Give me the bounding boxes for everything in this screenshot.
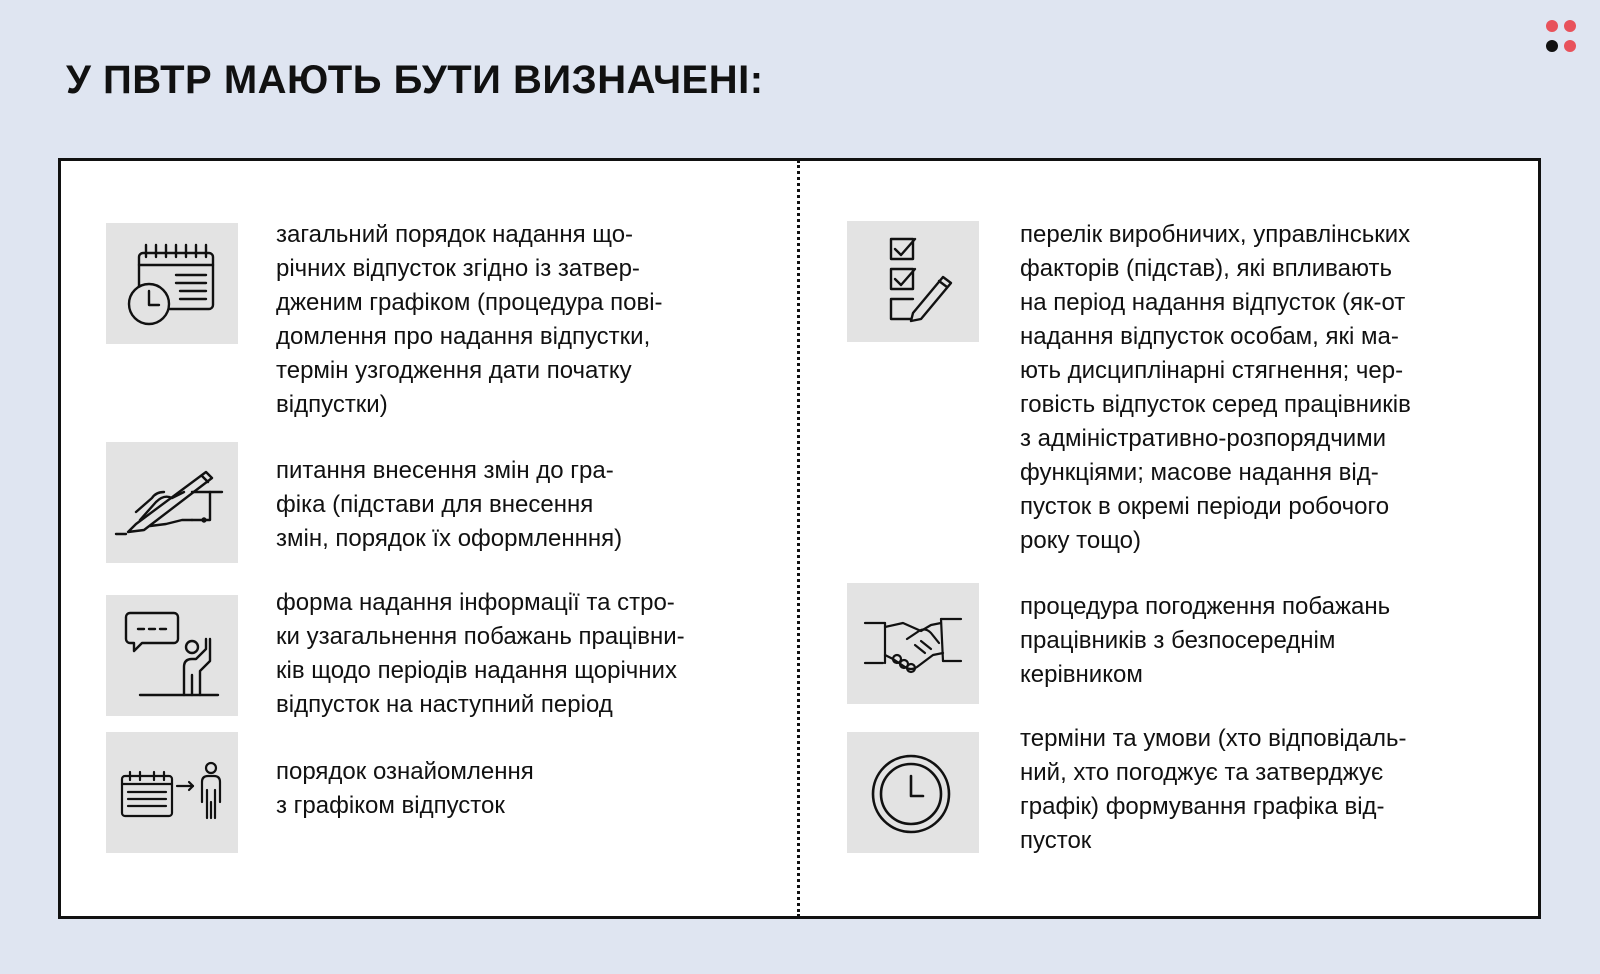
logo-dot xyxy=(1546,40,1558,52)
item-text: загальний порядок надання що- річних відпусток згідно із затвер- дженим графіком (процедура пові- домлення про надання відпустки, термін узгодження дати початку відпустки) xyxy=(276,221,663,418)
person-speech-bubble-icon xyxy=(106,595,238,716)
brand-logo-dots xyxy=(1546,20,1580,54)
logo-dot xyxy=(1564,40,1576,52)
item-text: процедура погодження побажань працівників з безпосереднім керівником xyxy=(1020,593,1391,688)
clock-icon xyxy=(847,732,979,853)
checklist-pencil-icon xyxy=(847,221,979,342)
item-text: перелік виробничих, управлінських факторів (підстав), які впливають на період надання відпусток (як-от надання відпусток особам, які ма- ють дисциплінарні стягнення; чер- говість відпусток серед працівників з адміністративно-розпорядчими функціями; масове надання від- пусток в окремі періоди робочого року тощо) xyxy=(1020,221,1411,554)
logo-dot xyxy=(1564,20,1576,32)
calendar-to-person-icon xyxy=(106,732,238,853)
page-title: У ПВТР МАЮТЬ БУТИ ВИЗНАЧЕНІ: xyxy=(66,58,764,102)
column-divider xyxy=(797,160,800,917)
hand-writing-pen-icon xyxy=(106,442,238,563)
item-text: питання внесення змін до гра- фіка (підстави для внесення змін, порядок їх оформленння) xyxy=(276,457,623,552)
logo-dot xyxy=(1546,20,1558,32)
item-text: терміни та умови (хто відповідаль- ний, хто погоджує та затверджує графік) формування графіка від- пусток xyxy=(1020,725,1407,854)
calendar-clock-icon xyxy=(106,223,238,344)
handshake-icon xyxy=(847,583,979,704)
item-text: порядок ознайомлення з графіком відпусток xyxy=(276,758,534,819)
item-text: форма надання інформації та стро- ки узагальнення побажань працівни- ків щодо періодів надання щорічних відпусток на наступний період xyxy=(276,589,685,718)
